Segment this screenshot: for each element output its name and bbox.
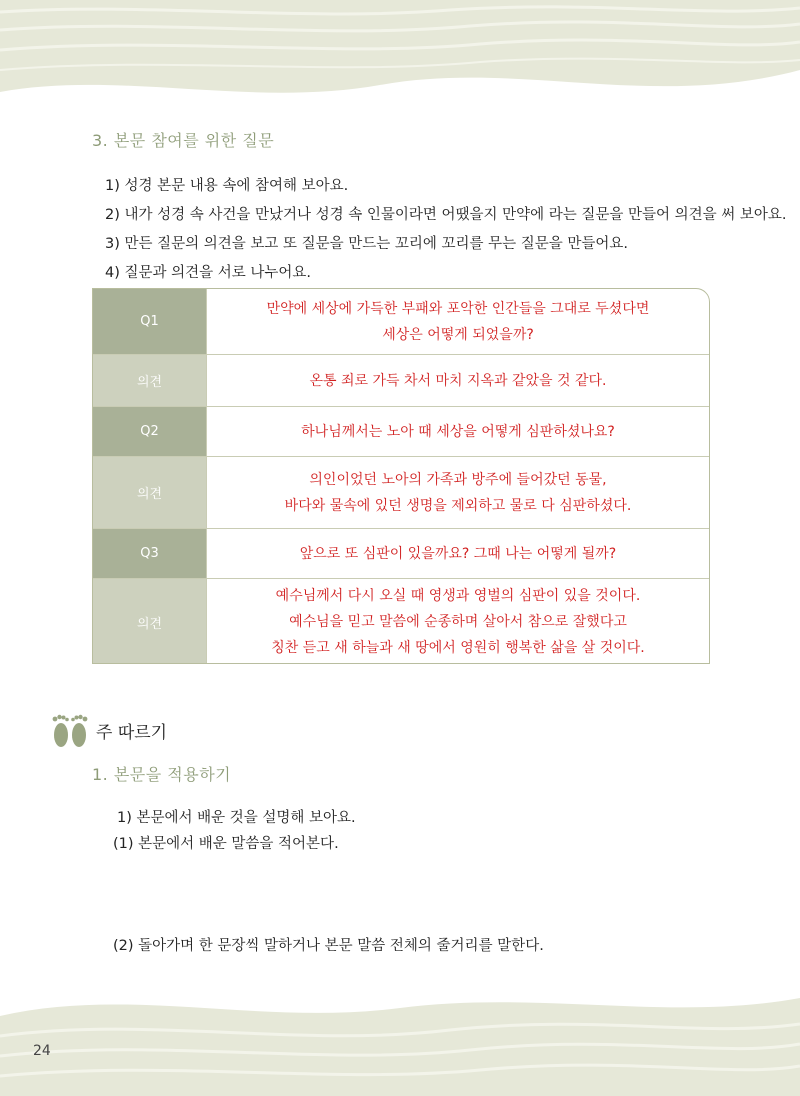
instruction-list <box>105 172 787 288</box>
bottom-decorative-band <box>0 986 800 1096</box>
top-decorative-band <box>0 0 800 110</box>
question-label: Q3 <box>93 529 207 578</box>
question-label: Q2 <box>93 407 207 456</box>
opinion-text: 의인이었던 노아의 가족과 방주에 들어갔던 동물, 바다와 물속에 있던 생명을 제외하고 물로 다 심판하셨다. <box>284 471 632 514</box>
follow-section-header <box>48 710 167 750</box>
question-text: 만약에 세상에 가득한 부패와 포악한 인간들을 그대로 두셨다면 세상은 어떻게 되었을까? <box>266 300 650 343</box>
question-text: 하나님께서는 노아 때 세상을 어떻게 심판하셨나요? <box>301 423 615 440</box>
question-label: Q1 <box>93 289 207 354</box>
table-row <box>93 579 709 664</box>
table-row <box>93 355 709 407</box>
step-text: 1) 본문에서 배운 것을 설명해 보아요. <box>117 810 356 826</box>
instruction-item: 3) 만든 질문의 의견을 보고 또 질문을 만드는 꼬리에 꼬리를 무는 질문을 만들어요. <box>105 236 629 252</box>
section-title: 3. 본문 참여를 위한 질문 <box>92 131 275 150</box>
table-row <box>93 407 709 457</box>
question-text: 앞으로 또 심판이 있을까요? 그때 나는 어떻게 될까? <box>299 545 617 562</box>
instruction-item: 4) 질문과 의견을 서로 나누어요. <box>105 265 312 281</box>
follow-title: 주 따르기 <box>96 722 168 743</box>
table-row <box>93 529 709 579</box>
table-row <box>93 457 709 529</box>
opinion-text: 온통 죄로 가득 차서 마치 지옥과 같았을 것 같다. <box>309 372 607 389</box>
opinion-label: 의견 <box>93 579 207 664</box>
page-number: 24 <box>33 1043 51 1059</box>
opinion-label: 의견 <box>93 457 207 528</box>
subsection-title: 1. 본문을 적용하기 <box>92 765 232 784</box>
table-row <box>93 289 709 355</box>
question-answer-table <box>92 288 710 664</box>
step-text: (2) 돌아가며 한 문장씩 말하거나 본문 말씀 전체의 줄거리를 말한다. <box>113 938 544 954</box>
instruction-item: 1) 성경 본문 내용 속에 참여해 보아요. <box>105 178 349 194</box>
footprints-icon <box>48 710 92 750</box>
opinion-text: 예수님께서 다시 오실 때 영생과 영벌의 심판이 있을 것이다. 예수님을 믿고 말씀에 순종하며 살아서 참으로 잘했다고 칭찬 듣고 새 하늘과 새 땅에서 영원히 행복한 삶을 살 것이다. <box>271 588 645 656</box>
step-text: (1) 본문에서 배운 말씀을 적어본다. <box>113 836 339 852</box>
opinion-label: 의견 <box>93 355 207 406</box>
instruction-item: 2) 내가 성경 속 사건을 만났거나 성경 속 인물이라면 어땠을지 만약에 라는 질문을 만들어 의견을 써 보아요. <box>105 207 787 223</box>
